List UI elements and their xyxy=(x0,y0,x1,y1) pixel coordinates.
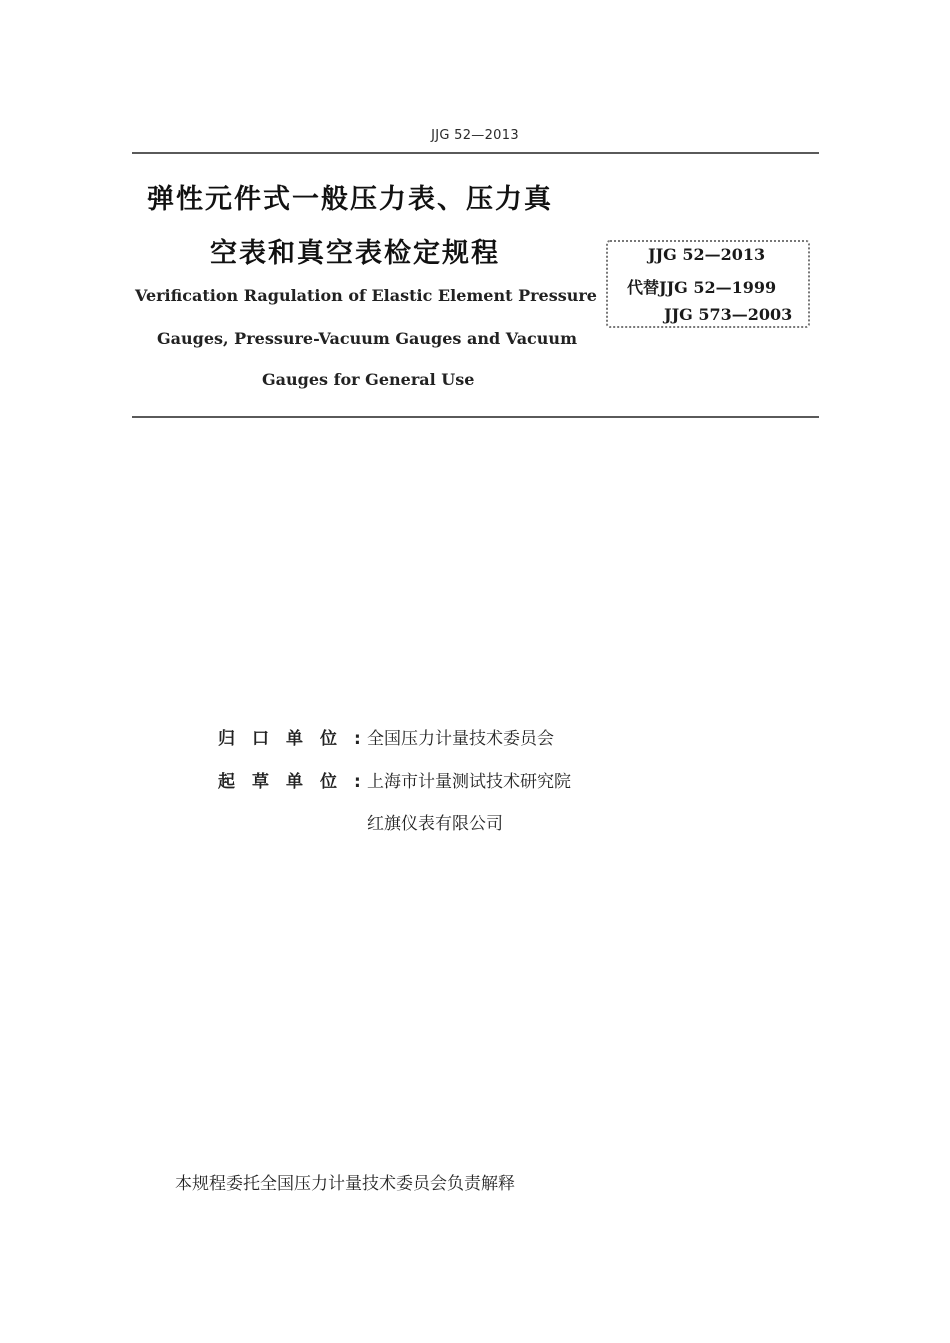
drafting-unit-label: 起草单位: xyxy=(218,772,378,792)
current-standard-code: JJG 52—2013 xyxy=(648,245,766,264)
interpretation-note: 本规程委托全国压力计量技术委员会负责解释 xyxy=(175,1174,515,1194)
english-title-line-2: Gauges, Pressure-Vacuum Gauges and Vacuum xyxy=(157,329,577,348)
title-block-rule xyxy=(132,416,819,418)
english-title-line-1: Verification Ragulation of Elastic Element Pressure xyxy=(135,286,597,305)
header-rule xyxy=(132,152,819,154)
drafting-unit-value-1: 上海市计量测试技术研究院 xyxy=(367,772,571,792)
replaced-standard-code: 代替JJG 52—1999 xyxy=(627,278,777,297)
chinese-title-line-1: 弹性元件式一般压力表、压力真 xyxy=(147,184,553,215)
replaced-standard-code-2: JJG 573—2003 xyxy=(664,305,793,324)
responsible-unit-label: 归口单位: xyxy=(218,729,378,749)
responsible-unit-value: 全国压力计量技术委员会 xyxy=(367,729,554,749)
running-header-code: JJG 52—2013 xyxy=(431,128,519,143)
drafting-unit-value-2: 红旗仪表有限公司 xyxy=(367,814,503,834)
english-title-line-3: Gauges for General Use xyxy=(262,370,475,389)
chinese-title-line-2: 空表和真空表检定规程 xyxy=(210,238,500,269)
